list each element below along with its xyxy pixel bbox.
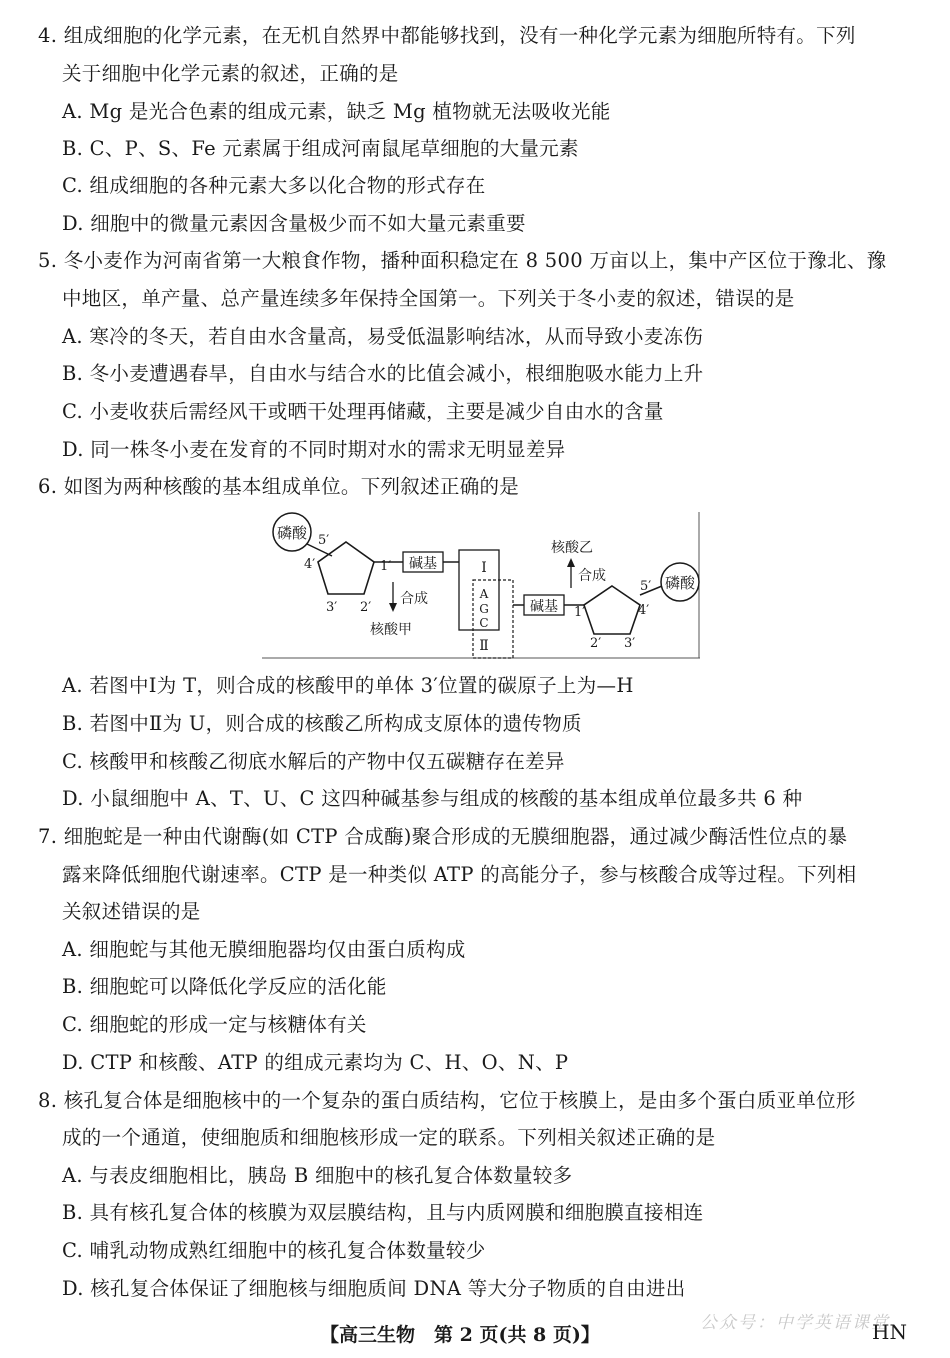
carbon-5-right: 5′	[640, 579, 652, 594]
roman-two: Ⅱ	[479, 638, 489, 654]
nucleotide-diagram	[262, 510, 702, 662]
nucleic-acid-yi-label: 核酸乙	[551, 540, 593, 556]
q5-stem-line1: 5. 冬小麦作为河南省第一大粮食作物，播种面积稳定在 8 500 万亩以上，集中产区位于豫北、豫	[38, 249, 887, 272]
q6-option-a: A. 若图中Ⅰ为 T，则合成的核酸甲的单体 3′位置的碳原子上为—H	[62, 674, 634, 697]
base-label-left: 碱基	[409, 556, 437, 572]
region-code: HN	[872, 1320, 907, 1344]
roman-one: Ⅰ	[481, 560, 487, 576]
watermark: 公众号：中学英语课堂	[700, 1313, 890, 1333]
q5-option-c: C. 小麦收获后需经风干或晒干处理再储藏，主要是减少自由水的含量	[62, 400, 664, 423]
synth-arrow-right-head	[567, 558, 575, 567]
q4-stem-line2: 关于细胞中化学元素的叙述，正确的是	[62, 62, 399, 85]
carbon-2-right: 2′	[590, 636, 602, 651]
phosphate-label-left: 磷酸	[276, 524, 308, 542]
carbon-1-left: 1′	[380, 559, 392, 574]
q6-option-c: C. 核酸甲和核酸乙彻底水解后的产物中仅五碳糖存在差异	[62, 750, 565, 773]
q7-stem-line3: 关叙述错误的是	[62, 900, 201, 923]
q7-option-c: C. 细胞蛇的形成一定与核糖体有关	[62, 1013, 367, 1036]
synth-arrow-left-head	[389, 603, 397, 612]
q8-option-d: D. 核孔复合体保证了细胞核与细胞质间 DNA 等大分子物质的自由进出	[62, 1277, 686, 1300]
q7-stem-line2: 露来降低细胞代谢速率。CTP 是一种类似 ATP 的高能分子，参与核酸合成等过程。下列相	[62, 863, 857, 886]
q6-option-b: B. 若图中Ⅱ为 U，则合成的核酸乙所构成支原体的遗传物质	[62, 712, 582, 735]
q5-option-b: B. 冬小麦遭遇春旱，自由水与结合水的比值会减小，根细胞吸水能力上升	[62, 362, 704, 385]
q4-option-a: A. Mg 是光合色素的组成元素，缺乏 Mg 植物就无法吸收光能	[62, 100, 611, 123]
q7-option-a: A. 细胞蛇与其他无膜细胞器均仅由蛋白质构成	[62, 938, 466, 961]
q6-stem-line1: 6. 如图为两种核酸的基本组成单位。下列叙述正确的是	[38, 475, 520, 498]
pentose-ring-left	[318, 542, 374, 594]
carbon-1-right: 1′	[574, 605, 586, 620]
q4-stem-line1: 4. 组成细胞的化学元素，在无机自然界中都能够找到，没有一种化学元素为细胞所特有。下列	[38, 24, 856, 47]
base-g: G	[479, 602, 489, 616]
base-a: A	[479, 587, 489, 601]
q6-option-d: D. 小鼠细胞中 A、T、U、C 这四种碱基参与组成的核酸的基本组成单位最多共 6 种	[62, 787, 803, 810]
base-c: C	[479, 616, 489, 630]
q8-stem-line2: 成的一个通道，使细胞质和细胞核形成一定的联系。下列相关叙述正确的是	[62, 1126, 716, 1149]
q7-stem-line1: 7. 细胞蛇是一种由代谢酶(如 CTP 合成酶)聚合形成的无膜细胞器，通过减少酶活性位点的暴	[38, 825, 848, 848]
page-footer: 【高三生物 第 2 页(共 8 页)】	[320, 1324, 600, 1346]
q8-option-c: C. 哺乳动物成熟红细胞中的核孔复合体数量较少	[62, 1239, 486, 1262]
q4-option-b: B. C、P、S、Fe 元素属于组成河南鼠尾草细胞的大量元素	[62, 137, 579, 160]
q8-stem-line1: 8. 核孔复合体是细胞核中的一个复杂的蛋白质结构，它位于核膜上，是由多个蛋白质亚单位形	[38, 1089, 856, 1112]
q5-stem-line2: 中地区，单产量、总产量连续多年保持全国第一。下列关于冬小麦的叙述，错误的是	[62, 287, 795, 310]
carbon-3-left: 3′	[326, 600, 338, 615]
q5-option-a: A. 寒冷的冬天，若自由水含量高，易受低温影响结冰，从而导致小麦冻伤	[62, 325, 704, 348]
carbon-4-right: 4′	[638, 603, 650, 618]
carbon-4-left: 4′	[304, 557, 316, 572]
nucleic-acid-jia-label: 核酸甲	[370, 622, 412, 638]
carbon-5-left: 5′	[318, 533, 330, 548]
q5-option-d: D. 同一株冬小麦在发育的不同时期对水的需求无明显差异	[62, 438, 566, 461]
q8-option-a: A. 与表皮细胞相比，胰岛 B 细胞中的核孔复合体数量较多	[62, 1164, 573, 1187]
q8-option-b: B. 具有核孔复合体的核膜为双层膜结构，且与内质网膜和细胞膜直接相连	[62, 1201, 704, 1224]
base-label-right: 碱基	[530, 599, 558, 615]
carbon-3-right: 3′	[624, 636, 636, 651]
carbon-2-left: 2′	[360, 600, 372, 615]
synth-label-left: 合成	[400, 591, 428, 607]
pentose-ring-right	[584, 586, 640, 634]
q7-option-d: D. CTP 和核酸、ATP 的组成元素均为 C、H、O、N、P	[62, 1051, 569, 1074]
q4-option-d: D. 细胞中的微量元素因含量极少而不如大量元素重要	[62, 212, 526, 235]
q4-option-c: C. 组成细胞的各种元素大多以化合物的形式存在	[62, 174, 486, 197]
phosphate-label-right: 磷酸	[664, 574, 696, 592]
q7-option-b: B. 细胞蛇可以降低化学反应的活化能	[62, 975, 387, 998]
synth-label-right: 合成	[578, 568, 606, 584]
